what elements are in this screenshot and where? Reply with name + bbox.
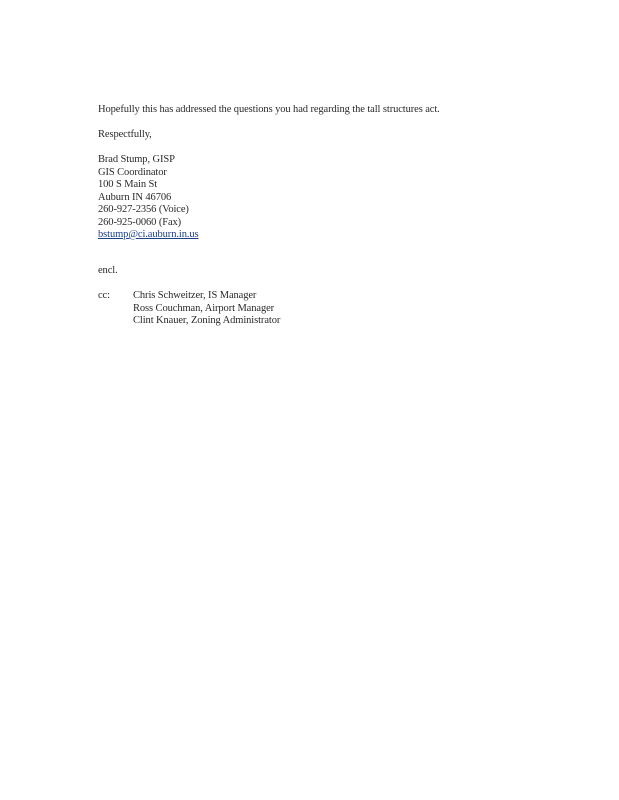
cc-recipient: Chris Schweitzer, IS Manager [133, 290, 257, 301]
cc-recipient: Ross Couchman, Airport Manager [133, 302, 275, 314]
cc-recipient-list [133, 290, 280, 328]
enclosure-note: encl. [98, 265, 118, 276]
signature-address-line2: Auburn IN 46706 [98, 191, 172, 203]
signature-block [98, 154, 199, 242]
signature-address-line1: 100 S Main St [98, 179, 158, 190]
signature-email-link[interactable]: bstump@ci.auburn.in.us [98, 229, 199, 240]
signature-phone-fax: 260-925-0060 (Fax) [98, 216, 182, 228]
cc-label: cc: [98, 290, 110, 301]
signoff: Respectfully, [98, 129, 152, 140]
signature-phone-voice: 260-927-2356 (Voice) [98, 204, 189, 215]
signature-title: GIS Coordinator [98, 166, 167, 178]
signature-name: Brad Stump, GISP [98, 154, 175, 165]
closing-paragraph: Hopefully this has addressed the questions you had regarding the tall structures act. [98, 104, 440, 115]
cc-recipient: Clint Knauer, Zoning Administrator [133, 315, 281, 326]
